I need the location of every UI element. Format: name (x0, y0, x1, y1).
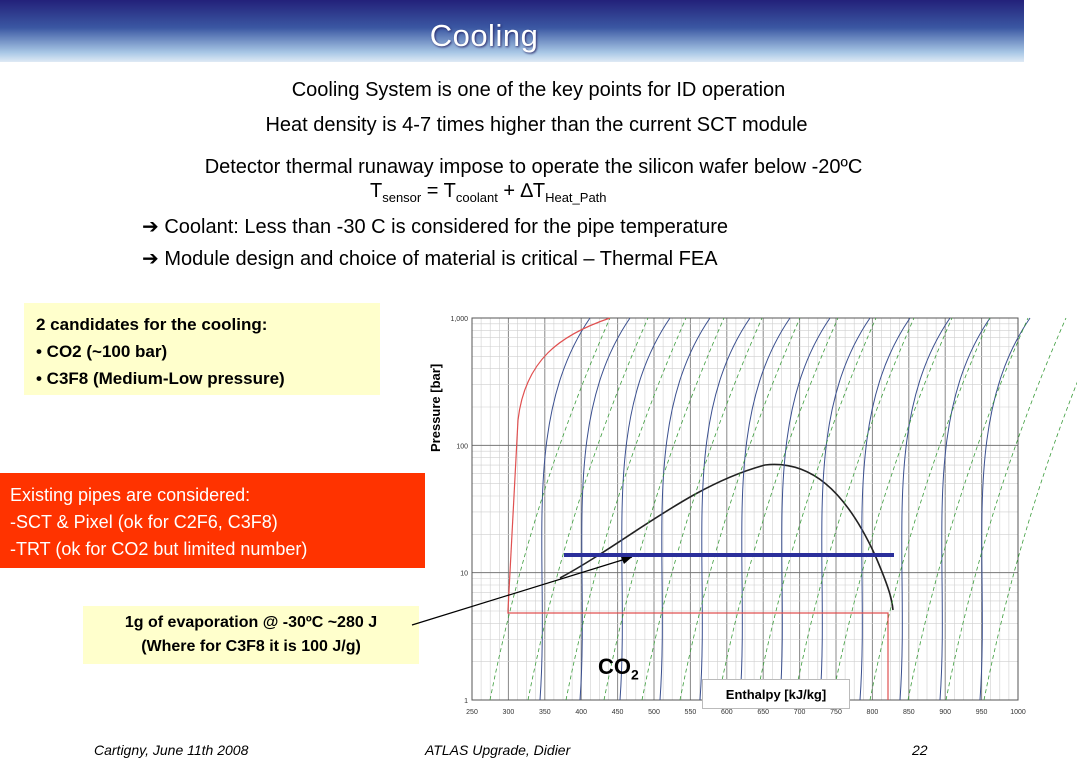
right-arrow-icon: ➔ (142, 216, 159, 238)
text-line-2: Heat density is 4-7 times higher than the current SCT module (265, 114, 808, 136)
text-line-3: Detector thermal runaway impose to operate the silicon wafer below -20ºC (204, 156, 863, 178)
x-tick-label: 400 (575, 709, 588, 716)
x-tick-label: 600 (720, 709, 733, 716)
x-tick-label: 450 (611, 709, 624, 716)
y-tick-label: 10 (460, 570, 468, 578)
footer-event: ATLAS Upgrade, Didier (425, 742, 571, 758)
x-tick-label: 300 (502, 709, 515, 716)
pipes-item: -SCT & Pixel (ok for C2F6, C3F8) (10, 512, 278, 532)
x-tick-label: 650 (757, 709, 770, 716)
x-tick-label: 500 (648, 709, 660, 716)
page-number: 22 (912, 742, 928, 758)
x-axis-label: Enthalpy [kJ/kg] (702, 679, 850, 709)
y-tick-label: 100 (456, 443, 468, 451)
x-tick-label: 900 (939, 709, 952, 716)
x-tick-label: 800 (866, 709, 879, 716)
pipes-item: -TRT (ok for CO2 but limited number) (10, 539, 308, 559)
note-line-2: (Where for C3F8 it is 100 J/g) (141, 638, 361, 655)
text-line-1: Cooling System is one of the key points for ID operation (291, 79, 786, 101)
pipes-heading: Existing pipes are considered: (10, 485, 251, 505)
x-tick-label: 350 (538, 709, 551, 716)
x-tick-label: 1000 (1010, 709, 1026, 716)
x-tick-label: 950 (975, 709, 988, 716)
candidate-item: • C3F8 (Medium-Low pressure) (36, 369, 285, 388)
arrow-line-2: ➔ Module design and choice of material is critical – Thermal FEA (142, 248, 718, 270)
slide-title: Cooling (429, 18, 539, 53)
x-tick-label: 250 (466, 709, 478, 716)
thermal-formula: $T_{sensor} = T_{coolant} + \Delta T_{Heat\_Path}$ (370, 180, 607, 205)
arrow-line-1: ➔ Coolant: Less than -30 C is considered for the pipe temperature (142, 216, 728, 238)
candidates-heading: 2 candidates for the cooling: (36, 315, 268, 334)
pointer-arrowhead (621, 557, 632, 564)
pointer-line (412, 557, 632, 625)
y-tick-label: 1,000 (450, 316, 468, 323)
candidate-item: • CO2 (~100 bar) (36, 342, 168, 361)
note-line-1: 1g of evaporation @ -30ºC ~280 J (124, 614, 378, 631)
x-tick-label: 850 (902, 709, 915, 716)
y-axis-label: Pressure [bar] (428, 363, 443, 452)
y-tick-label: 1 (464, 698, 468, 705)
substance-label: $CO_2$ (598, 654, 639, 683)
x-tick-label: 750 (830, 709, 842, 716)
footer-date: Cartigny, June 11th 2008 (94, 742, 249, 758)
x-tick-label: 550 (684, 709, 697, 716)
x-tick-label: 700 (793, 709, 806, 716)
right-arrow-icon: ➔ (142, 248, 159, 270)
